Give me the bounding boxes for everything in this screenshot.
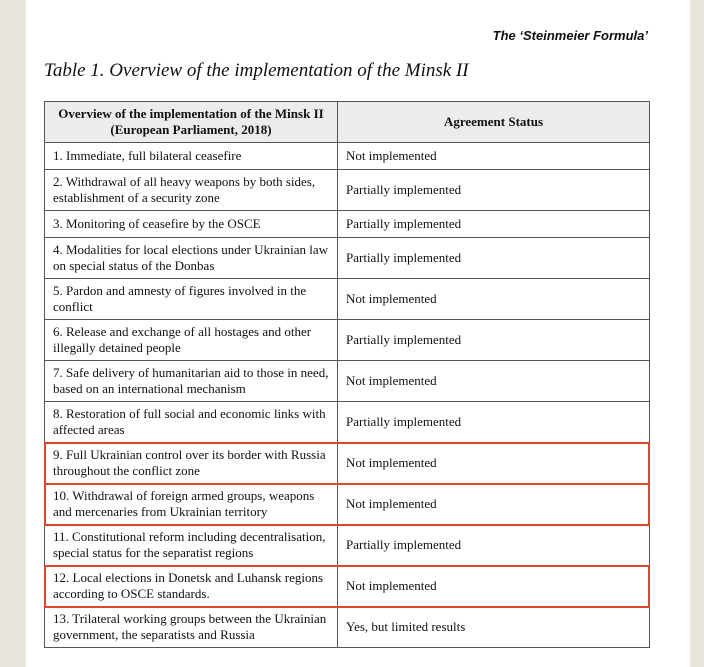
table-row bbox=[45, 607, 649, 648]
table-row bbox=[45, 402, 649, 443]
cell-point: 13. Trilateral working groups between the Ukrainian government, the separatists and Russia bbox=[45, 607, 338, 647]
cell-status: Yes, but limited results bbox=[346, 619, 466, 634]
table-row bbox=[45, 361, 649, 402]
table-caption: Table 1. Overview of the implementation of the Minsk II bbox=[44, 60, 469, 81]
table-row-highlighted bbox=[45, 484, 649, 525]
cell-status: Not implemented bbox=[346, 496, 437, 511]
implementation-table bbox=[44, 101, 650, 648]
table-row bbox=[45, 238, 649, 279]
header-overview: Overview of the implementation of the Minsk II (European Parliament, 2018) bbox=[45, 102, 338, 142]
cell-point: 2. Withdrawal of all heavy weapons by both sides, establishment of a security zone bbox=[45, 170, 338, 210]
cell-point: 12. Local elections in Donetsk and Luhansk regions according to OSCE standards. bbox=[45, 566, 338, 606]
cell-status: Partially implemented bbox=[346, 537, 462, 552]
cell-status: Not implemented bbox=[346, 373, 437, 388]
cell-status: Not implemented bbox=[346, 578, 437, 593]
table-row bbox=[45, 211, 649, 238]
document-page bbox=[26, 0, 690, 667]
table-row bbox=[45, 170, 649, 211]
cell-point: 6. Release and exchange of all hostages and other illegally detained people bbox=[45, 320, 338, 360]
cell-point: 10. Withdrawal of foreign armed groups, weapons and mercenaries from Ukrainian territory bbox=[45, 484, 338, 524]
cell-status: Partially implemented bbox=[346, 414, 462, 429]
cell-point: 8. Restoration of full social and economic links with affected areas bbox=[45, 402, 338, 442]
cell-point: 11. Constitutional reform including decentralisation, special status for the separatist regions bbox=[45, 525, 338, 565]
cell-status: Not implemented bbox=[346, 148, 437, 163]
table-row bbox=[45, 525, 649, 566]
table-row-highlighted bbox=[45, 566, 649, 607]
cell-status: Not implemented bbox=[346, 291, 437, 306]
cell-point: 3. Monitoring of ceasefire by the OSCE bbox=[45, 211, 338, 237]
cell-status: Partially implemented bbox=[346, 250, 462, 265]
table-row-highlighted bbox=[45, 443, 649, 484]
table-row bbox=[45, 320, 649, 361]
running-header: The ‘Steinmeier Formula’ bbox=[492, 28, 648, 43]
cell-point: 4. Modalities for local elections under Ukrainian law on special status of the Donbas bbox=[45, 238, 338, 278]
table-row bbox=[45, 279, 649, 320]
table-header-row bbox=[45, 102, 649, 143]
header-status: Agreement Status bbox=[443, 114, 544, 129]
cell-point: 1. Immediate, full bilateral ceasefire bbox=[45, 143, 338, 169]
table-row bbox=[45, 143, 649, 170]
cell-status: Not implemented bbox=[346, 455, 437, 470]
cell-point: 7. Safe delivery of humanitarian aid to those in need, based on an international mechanism bbox=[45, 361, 338, 401]
cell-status: Partially implemented bbox=[346, 216, 462, 231]
cell-status: Partially implemented bbox=[346, 182, 462, 197]
cell-point: 9. Full Ukrainian control over its border with Russia throughout the conflict zone bbox=[45, 443, 338, 483]
cell-point: 5. Pardon and amnesty of figures involved in the conflict bbox=[45, 279, 338, 319]
cell-status: Partially implemented bbox=[346, 332, 462, 347]
